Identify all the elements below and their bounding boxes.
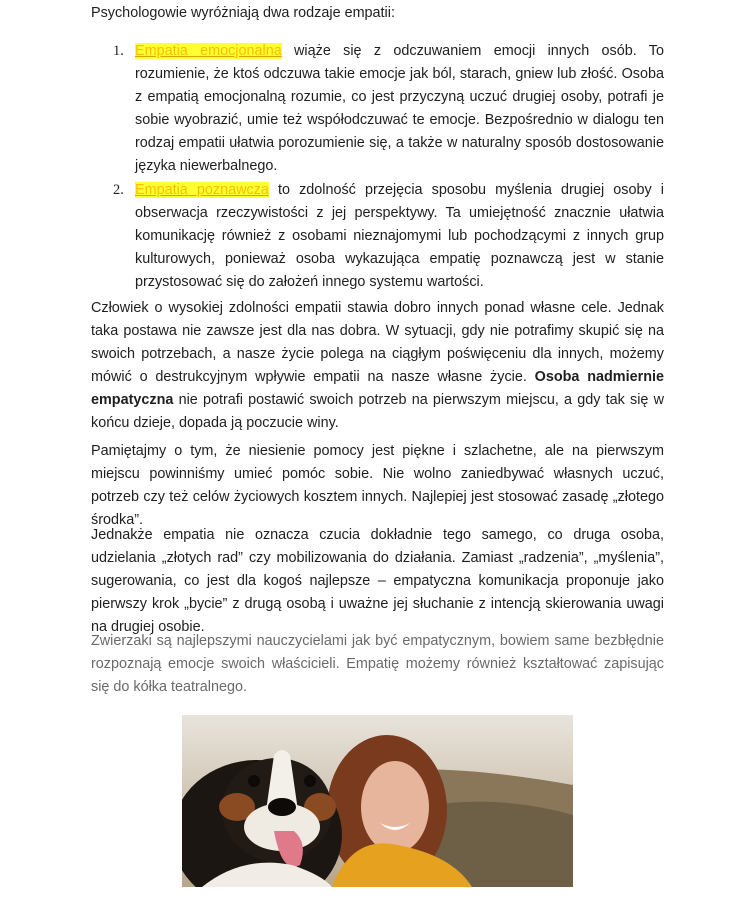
paragraph-text: nie potrafi postawić swoich potrzeb na pierwszym miejscu, a gdy tak się w końcu dzieje, dopada ją poczucie winy.	[91, 392, 664, 432]
list-item-emotional-empathy	[91, 40, 664, 179]
list-number: 1.	[113, 43, 124, 59]
paragraph-empathic-communication: Jednakże empatia nie oznacza czucia dokładnie tego samego, co druga osoba, udzielania „złotych rad” czy mobilizowania do działania. Zamiast „radzenia”, „myślenia”, sugerowania, co jest dla kogoś najlepsze – empatyczna komunikacja proponuje jako pierwszy krok „bycie” z drugą osobą i uważne jej słuchanie z intencją skierowania uwagi na drugiej osobie.	[91, 527, 664, 636]
list-item-text: wiąże się z odczuwaniem emocji innych osób. To rozumienie, że ktoś odczuwa takie emocje jak ból, starach, gniew lub złość. Osoba z empatią emocjonalną rozumie, co jest przyczyną uczuć drugiej osoby, potrafi je sobie wyobrazić, umie też współodczuwać te emocje. Bezpośrednio w dialogu ten rodzaj empatii ułatwia porozumienie się, a także w naturalny sposób dostosowanie języka niewerbalnego.	[135, 43, 664, 175]
list-number: 2.	[113, 181, 124, 198]
photo-illustration	[182, 715, 573, 887]
paragraph-excessive-empathy	[91, 297, 664, 436]
paragraph-pets-teachers: Zwierzaki są najlepszymi nauczycielami jak być empatycznym, bowiem same bezbłędnie rozpoznają emocje swoich właścicieli. Empatię możemy również kształtować zapisując się do kółka teatralnego.	[91, 633, 664, 696]
list-item-cognitive-empathy	[91, 179, 664, 294]
woman-hugging-dog-photo	[182, 715, 573, 887]
paragraph-text: Człowiek o wysokiej zdolności empatii stawia dobro innych ponad własne cele. Jednak taka postawa nie zawsze jest dla nas dobra. W sytuacji, gdy nie potrafimy skupić się na swoich potrzebach, a nasze życie polega na ciągłym poświęceniu dla innych, możemy mówić o destrukcyjnym wpływie empatii na nasze własne życie.	[91, 300, 664, 386]
bold-phrase: Osoba nadmiernie empatyczna	[91, 369, 664, 409]
list-item-text: to zdolność przejęcia sposobu myślenia drugiej osoby i obserwacja rzeczywistości z jej perspektywy. Ta umiejętność znacznie ułatwia komunikację również z osobami nieznajomymi lub pochodzącymi z innych grup kulturowych, ponieważ osoba wykazująca empatię poznawczą jest w stanie przystosować się do założeń innego systemu wartości.	[135, 181, 664, 290]
empathy-types-list	[91, 40, 664, 294]
paragraph-help-yourself: Pamiętajmy o tym, że niesienie pomocy jest piękne i szlachetne, ale na pierwszym miejscu powinniśmy umieć pomóc sobie. Nie wolno zaniedbywać własnych uczuć, potrzeb czy też celów życiowych kosztem innych. Najlepiej jest stosować zasadę „złotego środka”.	[91, 443, 664, 529]
highlighted-term: Empatia emocjonalna	[135, 43, 282, 59]
highlighted-term: Empatia poznawcza	[135, 181, 269, 198]
intro-text: Psychologowie wyróżniają dwa rodzaje empatii:	[91, 5, 395, 21]
